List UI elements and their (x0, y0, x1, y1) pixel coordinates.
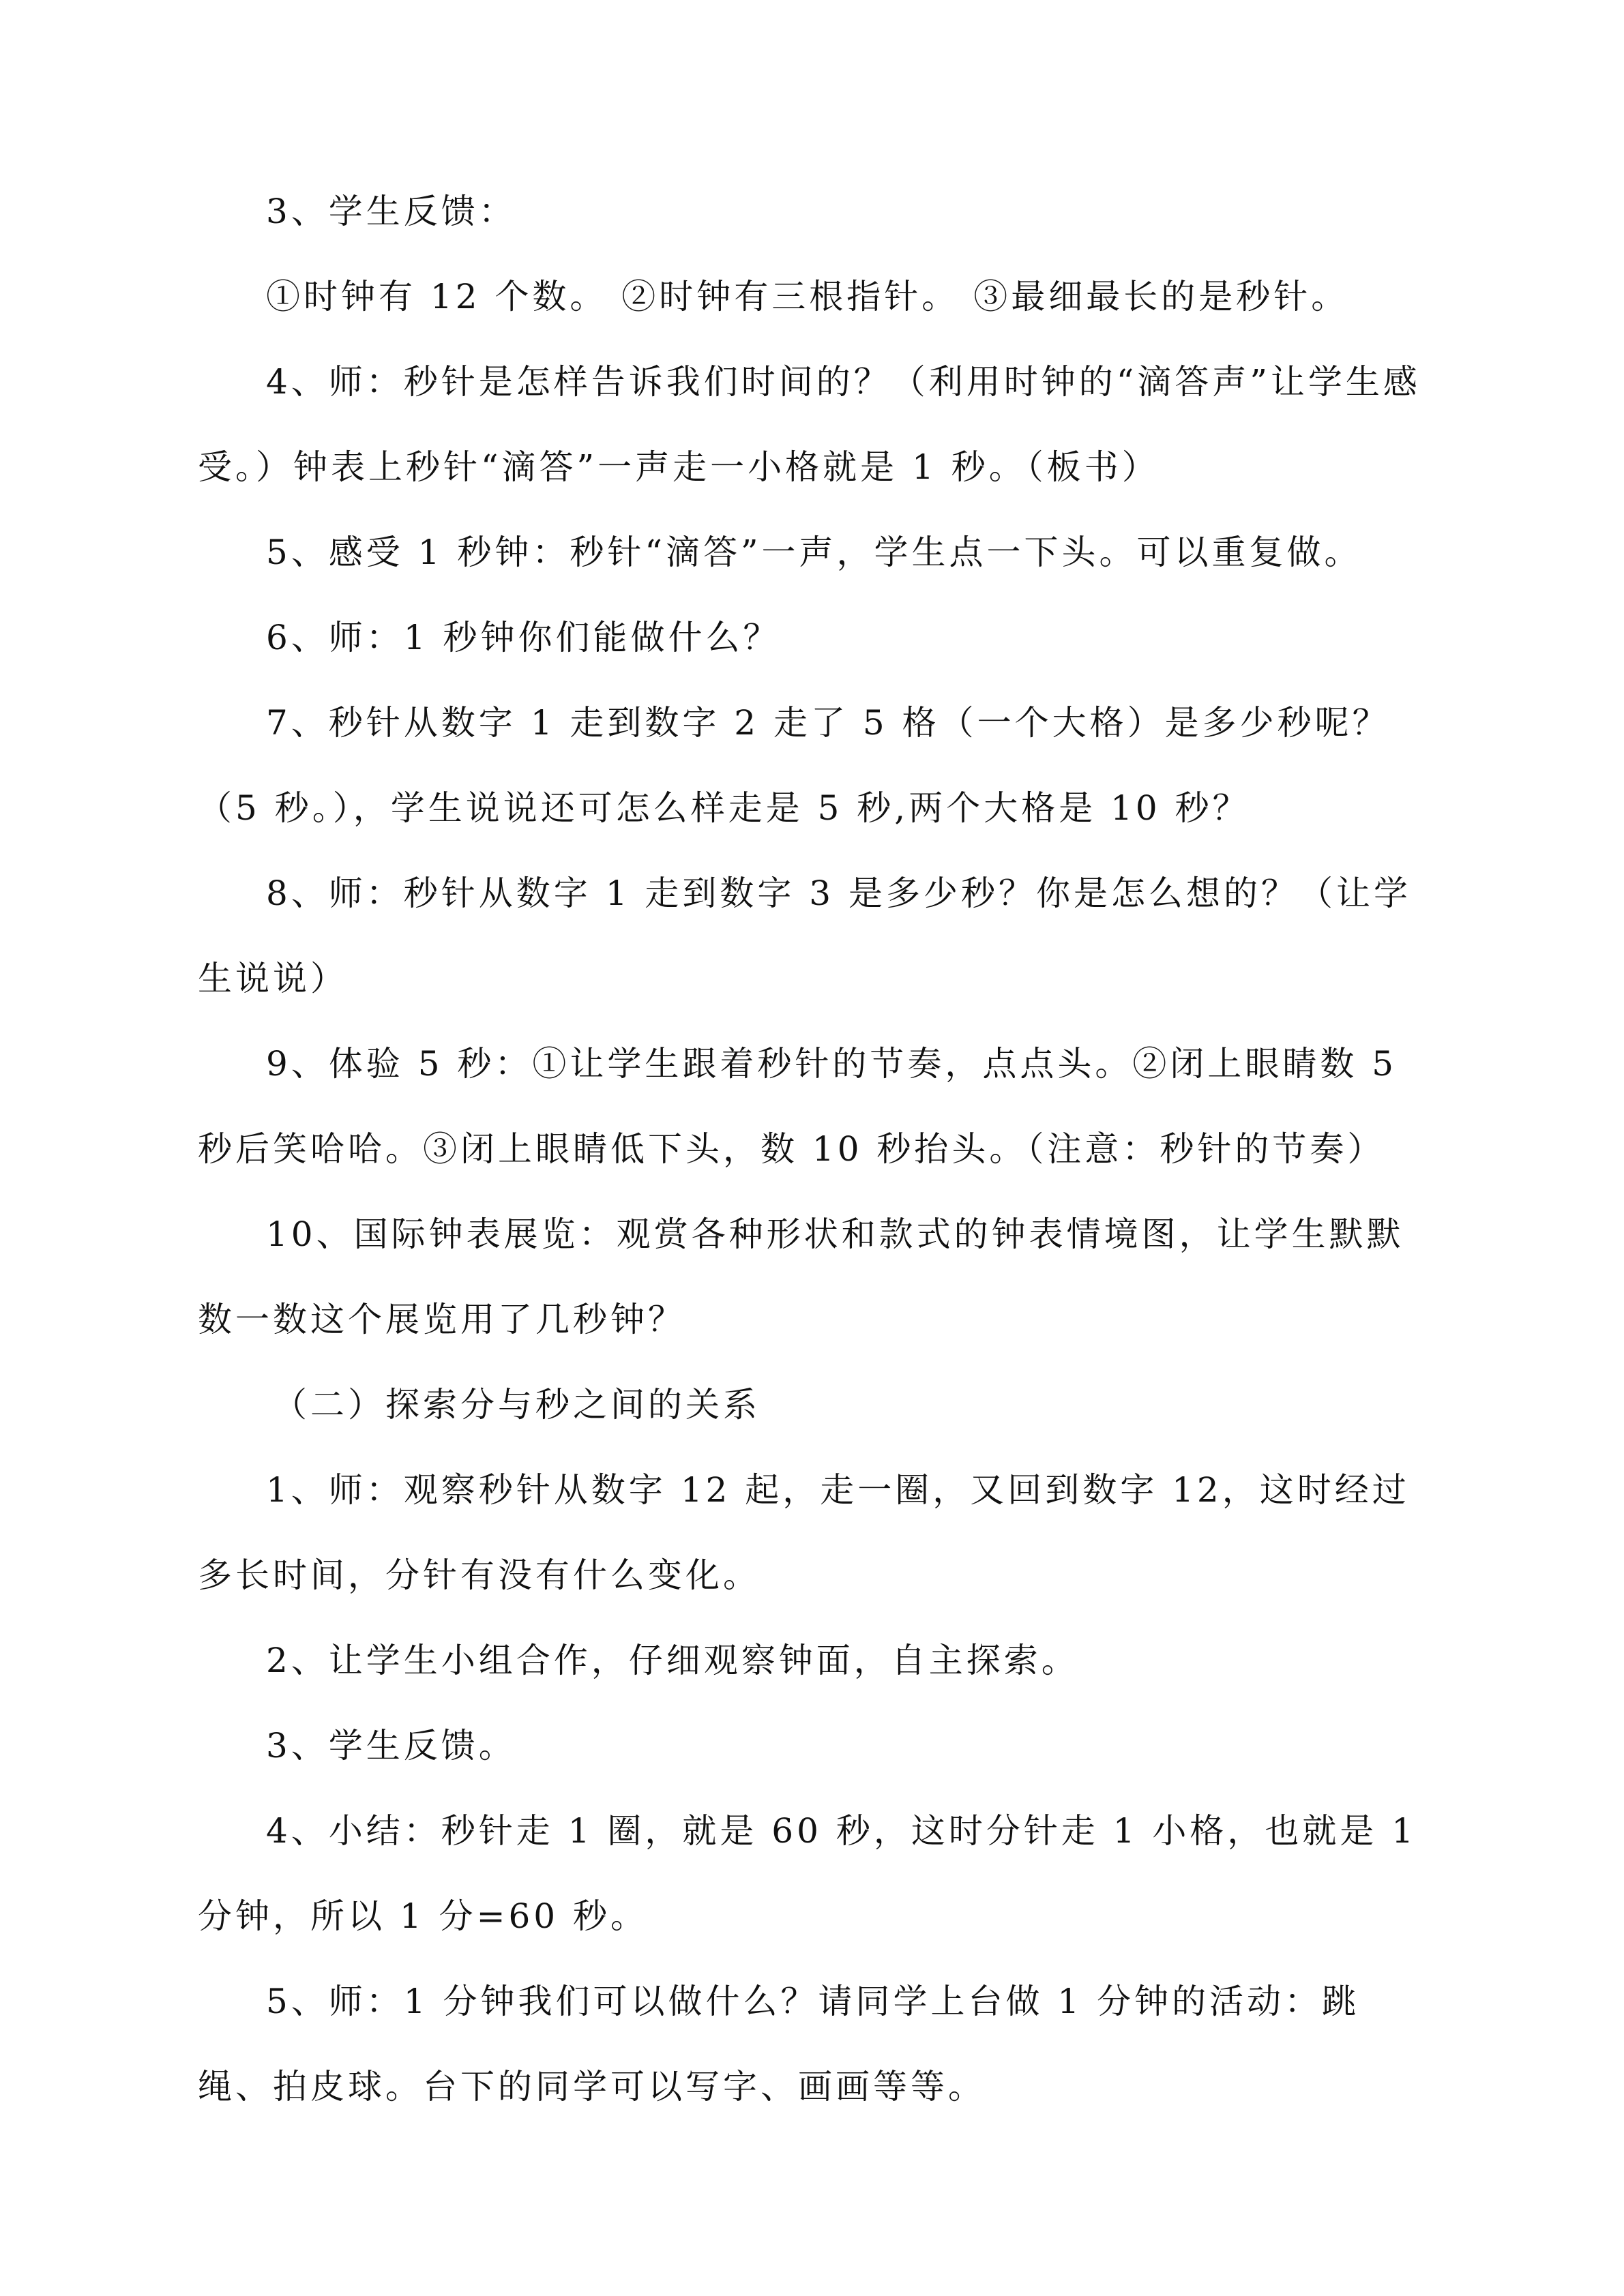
paragraph-clock-facts: ①时钟有 12 个数。 ②时钟有三根指针。 ③最细最长的是秒针。 (266, 277, 1349, 316)
paragraph-student-feedback: 3、学生反馈。 (266, 1726, 516, 1765)
document-body (198, 169, 1426, 2130)
paragraph-second-hand-question: 4、师：秒针是怎样告诉我们时间的？（利用时钟的“滴答声”让学生感受。）钟表上秒针“滴答”一声走一小格就是 1 秒。（板书） (198, 362, 1421, 487)
paragraph-observe-full-circle: 1、师：观察秒针从数字 12 起，走一圈，又回到数字 12，这时经过多长时间，分针有没有什么变化。 (198, 1470, 1410, 1595)
section-heading-minute-second: （二）探索分与秒之间的关系 (273, 1385, 761, 1425)
paragraph-five-seconds: 7、秒针从数字 1 走到数字 2 走了 5 格（一个大格）是多少秒呢？（5 秒。），学生说说还可怎么样走是 5 秒,两个大格是 10 秒？ (198, 703, 1390, 828)
paragraph-one-minute-activity: 5、师：1 分钟我们可以做什么？请同学上台做 1 分钟的活动：跳绳、拍皮球。台下的同学可以写字、画画等等。 (198, 1982, 1360, 2106)
paragraph-what-in-one-second: 6、师：1 秒钟你们能做什么？ (266, 618, 781, 657)
paragraph-feel-one-second: 5、感受 1 秒钟：秒针“滴答”一声，学生点一下头。可以重复做。 (266, 533, 1362, 572)
paragraph-group-work: 2、让学生小组合作，仔细观察钟面，自主探索。 (266, 1641, 1079, 1680)
paragraph-clock-exhibition: 10、国际钟表展览：观赏各种形状和款式的钟表情境图，让学生默默数一数这个展览用了几秒钟？ (198, 1214, 1404, 1339)
paragraph-experience-five-seconds: 9、体验 5 秒：①让学生跟着秒针的节奏，点点头。②闭上眼睛数 5 秒后笑哈哈。③闭上眼睛低下头，数 10 秒抬头。（注意：秒针的节奏） (198, 1044, 1398, 1169)
paragraph-one-to-three: 8、师：秒针从数字 1 走到数字 3 是多少秒？你是怎么想的？（让学生说说） (198, 874, 1412, 998)
paragraph-summary: 4、小结：秒针走 1 圈，就是 60 秒，这时分针走 1 小格，也就是 1 分钟，所以 1 分=60 秒。 (198, 1811, 1417, 1936)
paragraph-feedback-heading: 3、学生反馈： (266, 192, 516, 231)
